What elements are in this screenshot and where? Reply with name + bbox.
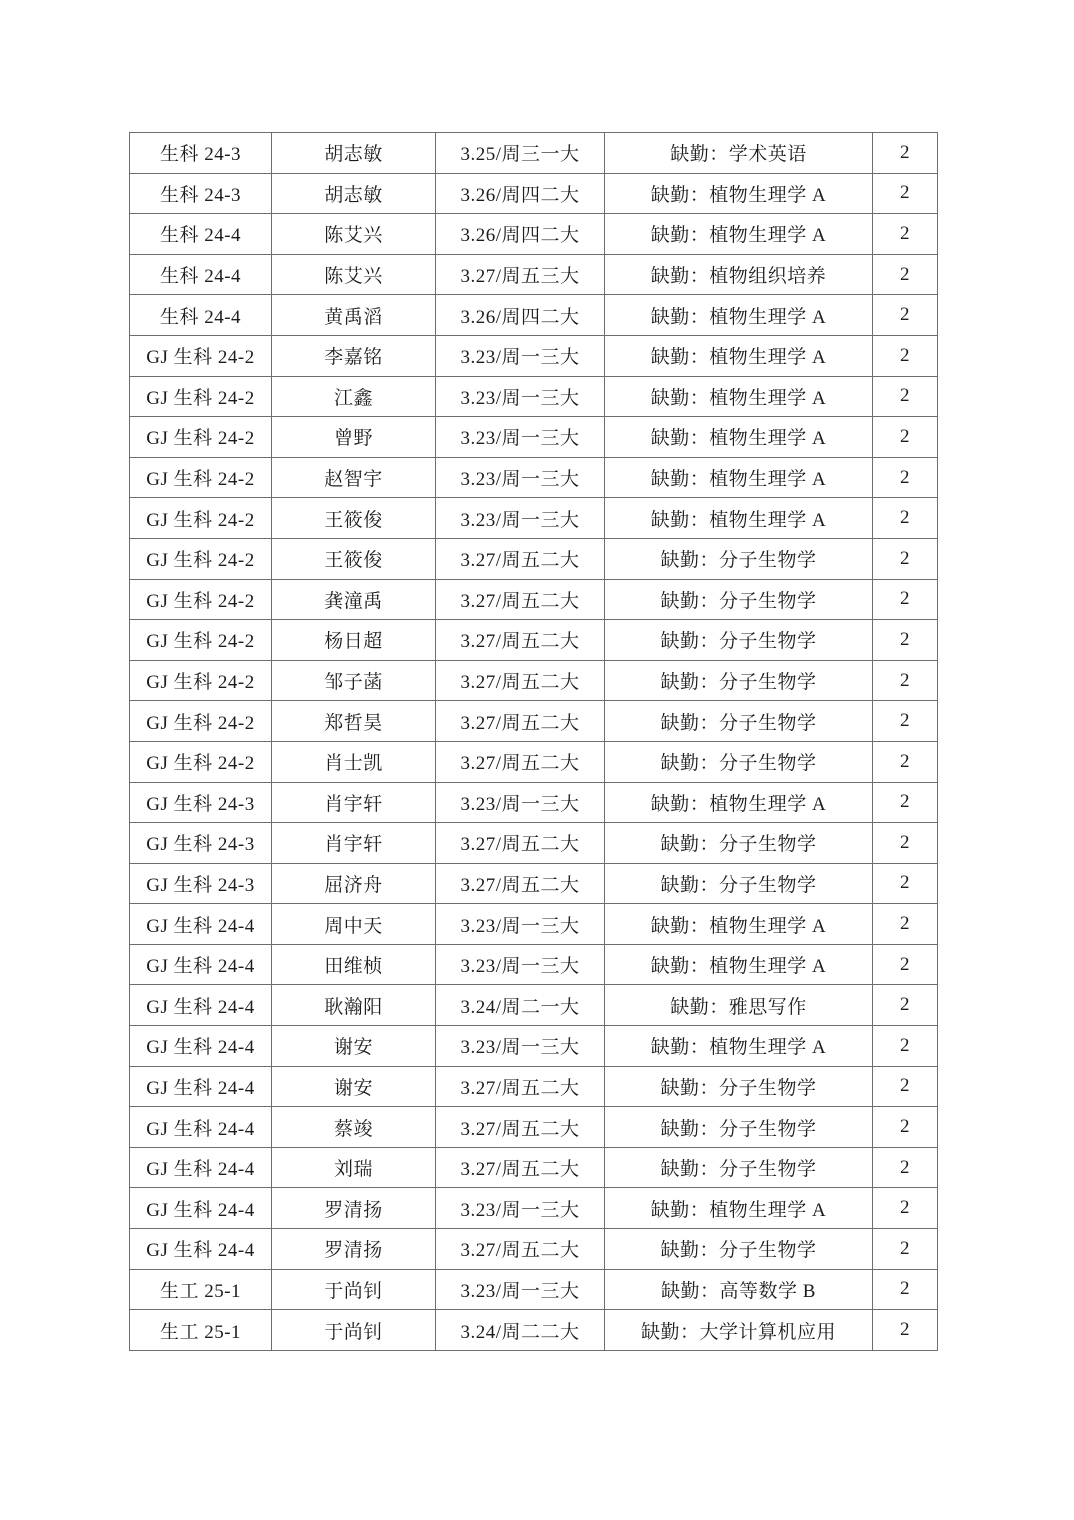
cell-reason: 缺勤：分子生物学 (605, 579, 873, 620)
cell-session: 3.24/周二一大 (436, 985, 605, 1026)
cell-reason: 缺勤：学术英语 (605, 133, 873, 174)
cell-points: 2 (873, 701, 938, 742)
cell-reason: 缺勤：植物生理学 A (605, 335, 873, 376)
table-row (130, 1229, 938, 1270)
cell-points: 2 (873, 863, 938, 904)
cell-name: 刘瑞 (272, 1147, 436, 1188)
table-row (130, 1147, 938, 1188)
cell-class: 生工 25-1 (130, 1310, 272, 1351)
cell-points: 2 (873, 1310, 938, 1351)
cell-points: 2 (873, 985, 938, 1026)
cell-session: 3.27/周五二大 (436, 741, 605, 782)
cell-reason: 缺勤：植物生理学 A (605, 498, 873, 539)
cell-class: 生工 25-1 (130, 1269, 272, 1310)
cell-name: 江鑫 (272, 376, 436, 417)
cell-points: 2 (873, 660, 938, 701)
cell-points: 2 (873, 1026, 938, 1067)
cell-session: 3.26/周四二大 (436, 173, 605, 214)
cell-reason: 缺勤：高等数学 B (605, 1269, 873, 1310)
cell-points: 2 (873, 173, 938, 214)
cell-name: 谢安 (272, 1026, 436, 1067)
cell-points: 2 (873, 335, 938, 376)
table-row (130, 133, 938, 174)
cell-class: GJ 生科 24-4 (130, 944, 272, 985)
cell-name: 黄禹滔 (272, 295, 436, 336)
cell-reason: 缺勤：分子生物学 (605, 1066, 873, 1107)
cell-session: 3.23/周一三大 (436, 417, 605, 458)
cell-reason: 缺勤：植物生理学 A (605, 944, 873, 985)
cell-session: 3.27/周五二大 (436, 579, 605, 620)
cell-session: 3.23/周一三大 (436, 498, 605, 539)
table-row (130, 904, 938, 945)
table-row (130, 538, 938, 579)
cell-reason: 缺勤：植物生理学 A (605, 417, 873, 458)
table-row (130, 985, 938, 1026)
table-row (130, 823, 938, 864)
cell-class: 生科 24-4 (130, 214, 272, 255)
cell-session: 3.27/周五二大 (436, 538, 605, 579)
table-row (130, 1066, 938, 1107)
cell-session: 3.23/周一三大 (436, 376, 605, 417)
cell-name: 肖士凯 (272, 741, 436, 782)
cell-reason: 缺勤：植物生理学 A (605, 1026, 873, 1067)
cell-reason: 缺勤：植物生理学 A (605, 782, 873, 823)
cell-session: 3.23/周一三大 (436, 904, 605, 945)
table-row (130, 579, 938, 620)
cell-points: 2 (873, 1147, 938, 1188)
cell-class: GJ 生科 24-2 (130, 660, 272, 701)
cell-class: 生科 24-4 (130, 295, 272, 336)
table-row (130, 1107, 938, 1148)
cell-session: 3.27/周五二大 (436, 1229, 605, 1270)
cell-points: 2 (873, 1269, 938, 1310)
table-row (130, 376, 938, 417)
cell-session: 3.25/周三一大 (436, 133, 605, 174)
cell-points: 2 (873, 579, 938, 620)
cell-reason: 缺勤：植物生理学 A (605, 376, 873, 417)
table-row (130, 457, 938, 498)
cell-reason: 缺勤：分子生物学 (605, 1107, 873, 1148)
cell-points: 2 (873, 823, 938, 864)
table-row (130, 173, 938, 214)
cell-reason: 缺勤：大学计算机应用 (605, 1310, 873, 1351)
cell-session: 3.27/周五二大 (436, 1147, 605, 1188)
cell-session: 3.27/周五二大 (436, 1066, 605, 1107)
cell-reason: 缺勤：分子生物学 (605, 863, 873, 904)
table-row (130, 214, 938, 255)
table-row (130, 1188, 938, 1229)
cell-reason: 缺勤：植物生理学 A (605, 904, 873, 945)
cell-class: GJ 生科 24-4 (130, 1066, 272, 1107)
cell-class: GJ 生科 24-2 (130, 620, 272, 661)
cell-reason: 缺勤：分子生物学 (605, 701, 873, 742)
cell-session: 3.23/周一三大 (436, 1269, 605, 1310)
cell-name: 龚潼禹 (272, 579, 436, 620)
table-row (130, 701, 938, 742)
cell-points: 2 (873, 1107, 938, 1148)
cell-session: 3.27/周五二大 (436, 863, 605, 904)
cell-class: GJ 生科 24-2 (130, 741, 272, 782)
cell-name: 胡志敏 (272, 173, 436, 214)
cell-name: 周中天 (272, 904, 436, 945)
cell-points: 2 (873, 254, 938, 295)
table-row (130, 741, 938, 782)
cell-points: 2 (873, 498, 938, 539)
cell-reason: 缺勤：雅思写作 (605, 985, 873, 1026)
table-row (130, 417, 938, 458)
cell-class: GJ 生科 24-4 (130, 985, 272, 1026)
cell-name: 肖宇轩 (272, 782, 436, 823)
cell-name: 郑哲昊 (272, 701, 436, 742)
cell-reason: 缺勤：分子生物学 (605, 538, 873, 579)
cell-class: 生科 24-3 (130, 133, 272, 174)
cell-class: GJ 生科 24-4 (130, 1147, 272, 1188)
cell-name: 赵智宇 (272, 457, 436, 498)
cell-points: 2 (873, 538, 938, 579)
cell-points: 2 (873, 904, 938, 945)
cell-session: 3.27/周五三大 (436, 254, 605, 295)
cell-points: 2 (873, 944, 938, 985)
cell-class: 生科 24-3 (130, 173, 272, 214)
cell-reason: 缺勤：植物生理学 A (605, 173, 873, 214)
cell-session: 3.27/周五二大 (436, 660, 605, 701)
cell-name: 于尚钊 (272, 1310, 436, 1351)
cell-points: 2 (873, 133, 938, 174)
cell-points: 2 (873, 1229, 938, 1270)
cell-class: GJ 生科 24-4 (130, 1188, 272, 1229)
cell-class: GJ 生科 24-4 (130, 1229, 272, 1270)
cell-reason: 缺勤：分子生物学 (605, 823, 873, 864)
cell-name: 于尚钊 (272, 1269, 436, 1310)
cell-points: 2 (873, 417, 938, 458)
cell-session: 3.23/周一三大 (436, 335, 605, 376)
cell-session: 3.23/周一三大 (436, 1188, 605, 1229)
cell-name: 田维桢 (272, 944, 436, 985)
cell-reason: 缺勤：植物生理学 A (605, 457, 873, 498)
cell-name: 罗清扬 (272, 1229, 436, 1270)
cell-reason: 缺勤：分子生物学 (605, 1147, 873, 1188)
table-row (130, 944, 938, 985)
cell-name: 屈济舟 (272, 863, 436, 904)
cell-reason: 缺勤：分子生物学 (605, 620, 873, 661)
cell-class: GJ 生科 24-2 (130, 498, 272, 539)
cell-class: GJ 生科 24-3 (130, 782, 272, 823)
cell-name: 陈艾兴 (272, 214, 436, 255)
cell-reason: 缺勤：植物生理学 A (605, 1188, 873, 1229)
cell-reason: 缺勤：分子生物学 (605, 741, 873, 782)
cell-session: 3.23/周一三大 (436, 1026, 605, 1067)
table-row (130, 498, 938, 539)
table-row (130, 863, 938, 904)
cell-points: 2 (873, 782, 938, 823)
cell-class: GJ 生科 24-4 (130, 1107, 272, 1148)
attendance-table (129, 132, 938, 1351)
cell-name: 杨日超 (272, 620, 436, 661)
cell-class: GJ 生科 24-3 (130, 863, 272, 904)
cell-name: 胡志敏 (272, 133, 436, 174)
cell-session: 3.27/周五二大 (436, 701, 605, 742)
cell-class: GJ 生科 24-2 (130, 335, 272, 376)
cell-name: 邹子菡 (272, 660, 436, 701)
table-row (130, 660, 938, 701)
cell-session: 3.26/周四二大 (436, 295, 605, 336)
cell-points: 2 (873, 1066, 938, 1107)
cell-name: 肖宇轩 (272, 823, 436, 864)
cell-name: 谢安 (272, 1066, 436, 1107)
cell-reason: 缺勤：分子生物学 (605, 660, 873, 701)
table-row (130, 295, 938, 336)
cell-name: 曾野 (272, 417, 436, 458)
cell-points: 2 (873, 457, 938, 498)
cell-reason: 缺勤：植物生理学 A (605, 295, 873, 336)
cell-class: GJ 生科 24-3 (130, 823, 272, 864)
cell-name: 耿瀚阳 (272, 985, 436, 1026)
cell-class: GJ 生科 24-2 (130, 538, 272, 579)
cell-session: 3.24/周二二大 (436, 1310, 605, 1351)
cell-class: 生科 24-4 (130, 254, 272, 295)
cell-session: 3.26/周四二大 (436, 214, 605, 255)
table-row (130, 1269, 938, 1310)
cell-class: GJ 生科 24-2 (130, 417, 272, 458)
table-row (130, 1026, 938, 1067)
table-row (130, 620, 938, 661)
cell-class: GJ 生科 24-2 (130, 376, 272, 417)
cell-name: 罗清扬 (272, 1188, 436, 1229)
table-row (130, 782, 938, 823)
cell-session: 3.27/周五二大 (436, 823, 605, 864)
table-row (130, 1310, 938, 1351)
cell-name: 陈艾兴 (272, 254, 436, 295)
table-row (130, 254, 938, 295)
cell-points: 2 (873, 741, 938, 782)
cell-name: 蔡竣 (272, 1107, 436, 1148)
attendance-table-body (130, 133, 938, 1351)
cell-reason: 缺勤：分子生物学 (605, 1229, 873, 1270)
cell-class: GJ 生科 24-2 (130, 579, 272, 620)
cell-name: 王筱俊 (272, 538, 436, 579)
cell-name: 王筱俊 (272, 498, 436, 539)
cell-points: 2 (873, 376, 938, 417)
cell-session: 3.27/周五二大 (436, 620, 605, 661)
cell-class: GJ 生科 24-2 (130, 457, 272, 498)
cell-points: 2 (873, 295, 938, 336)
cell-reason: 缺勤：植物生理学 A (605, 214, 873, 255)
cell-session: 3.27/周五二大 (436, 1107, 605, 1148)
cell-reason: 缺勤：植物组织培养 (605, 254, 873, 295)
cell-session: 3.23/周一三大 (436, 782, 605, 823)
cell-session: 3.23/周一三大 (436, 944, 605, 985)
cell-class: GJ 生科 24-4 (130, 904, 272, 945)
cell-points: 2 (873, 214, 938, 255)
cell-name: 李嘉铭 (272, 335, 436, 376)
cell-points: 2 (873, 1188, 938, 1229)
cell-session: 3.23/周一三大 (436, 457, 605, 498)
cell-class: GJ 生科 24-4 (130, 1026, 272, 1067)
cell-class: GJ 生科 24-2 (130, 701, 272, 742)
cell-points: 2 (873, 620, 938, 661)
table-row (130, 335, 938, 376)
